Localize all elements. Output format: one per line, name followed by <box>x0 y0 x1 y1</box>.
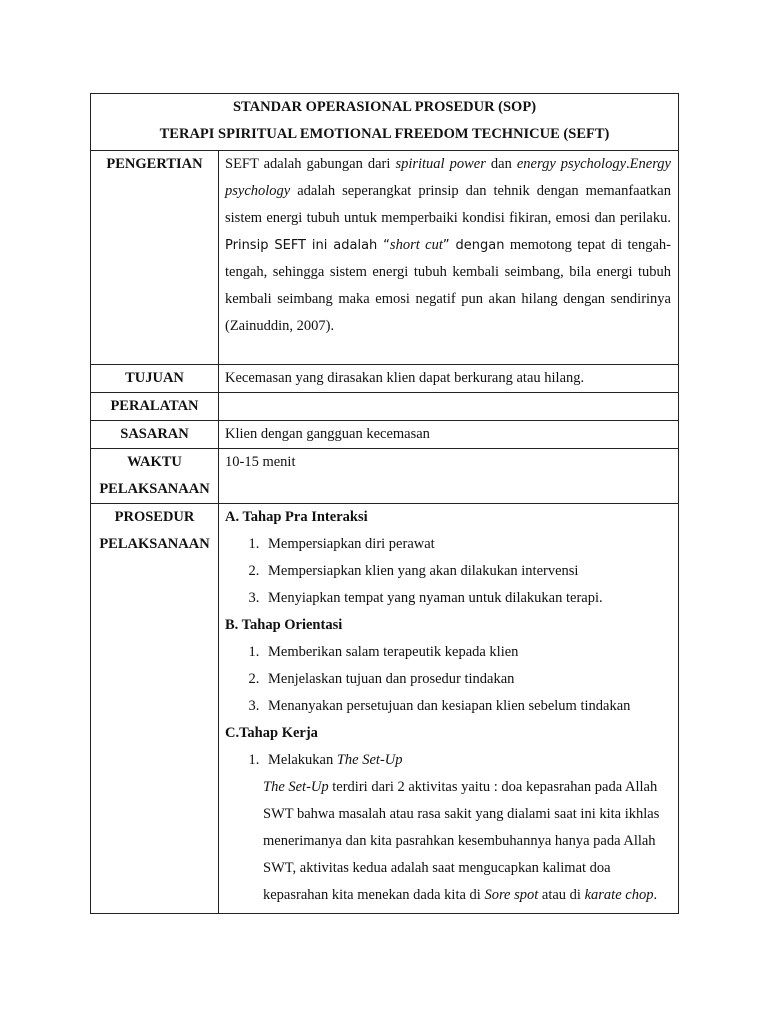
tujuan-value: Kecemasan yang dirasakan klien dapat berkurang atau hilang. <box>219 365 679 393</box>
sasaran-label: SASARAN <box>91 421 219 449</box>
sop-table <box>90 93 679 914</box>
pengertian-text: SEFT adalah gabungan dari spiritual power dan energy psychology.Energy psychology adalah seperangkat prinsip dan tehnik dengan memanfaatkan sistem energi tubuh untuk memperbaiki kondisi fikiran, emosi dan perilaku. Prinsip SEFT ini adalah “short cut” dengan memotong tepat di tengah-tengah, sehingga sistem energi tubuh kembali seimbang, bila energi tubuh kembali seimbang maka emosi negatif pun akan hilang dengan sendirinya (Zainuddin, 2007). <box>219 151 679 365</box>
title-row <box>91 94 679 151</box>
peralatan-value <box>219 393 679 421</box>
pengertian-row <box>91 151 679 365</box>
pengertian-label: PENGERTIAN <box>91 151 219 365</box>
waktu-label: WAKTU PELAKSANAAN <box>91 449 219 504</box>
tujuan-row <box>91 365 679 393</box>
set-up-description: The Set-Up terdiri dari 2 aktivitas yaitu : doa kepasrahan pada Allah SWT bahwa masalah atau rasa sakit yang dialami saat ini kita ikhlas menerimanya dan kita pasrahkan kesembuhannya hanya pada Allah SWT, aktivitas kedua adalah saat mengucapkan kalimat doa kepasrahan kita menekan dada kita di Sore spot atau di karate chop. <box>263 779 660 903</box>
section-c-list <box>225 747 671 774</box>
waktu-row <box>91 449 679 504</box>
list-item: 2. Mempersiapkan klien yang akan dilakukan intervensi <box>263 558 671 585</box>
list-item: 1. Mempersiapkan diri perawat <box>263 531 671 558</box>
waktu-value: 10-15 menit <box>219 449 679 504</box>
prosedur-label: PROSEDUR PELAKSANAAN <box>91 504 219 914</box>
prosedur-row <box>91 504 679 914</box>
peralatan-label: PERALATAN <box>91 393 219 421</box>
list-item: 3. Menyiapkan tempat yang nyaman untuk dilakukan terapi. <box>263 585 671 612</box>
peralatan-row <box>91 393 679 421</box>
prosedur-content <box>219 504 679 914</box>
section-title-c: C.Tahap Kerja <box>225 725 318 741</box>
section-a-list <box>225 531 671 612</box>
section-title-b: B. Tahap Orientasi <box>225 617 343 633</box>
list-item: 3. Menanyakan persetujuan dan kesiapan klien sebelum tindakan <box>263 693 671 720</box>
tujuan-label: TUJUAN <box>91 365 219 393</box>
title-line-2: TERAPI SPIRITUAL EMOTIONAL FREEDOM TECHNICUE (SEFT) <box>159 126 610 142</box>
sasaran-value: Klien dengan gangguan kecemasan <box>219 421 679 449</box>
section-title-a: A. Tahap Pra Interaksi <box>225 509 368 525</box>
section-b-list <box>225 639 671 720</box>
list-item: 1. Melakukan The Set-Up <box>263 747 671 774</box>
title-cell <box>91 94 679 151</box>
list-item: 2. Menjelaskan tujuan dan prosedur tindakan <box>263 666 671 693</box>
sasaran-row <box>91 421 679 449</box>
title-line-1: STANDAR OPERASIONAL PROSEDUR (SOP) <box>232 99 537 115</box>
list-item: 1. Memberikan salam terapeutik kepada klien <box>263 639 671 666</box>
